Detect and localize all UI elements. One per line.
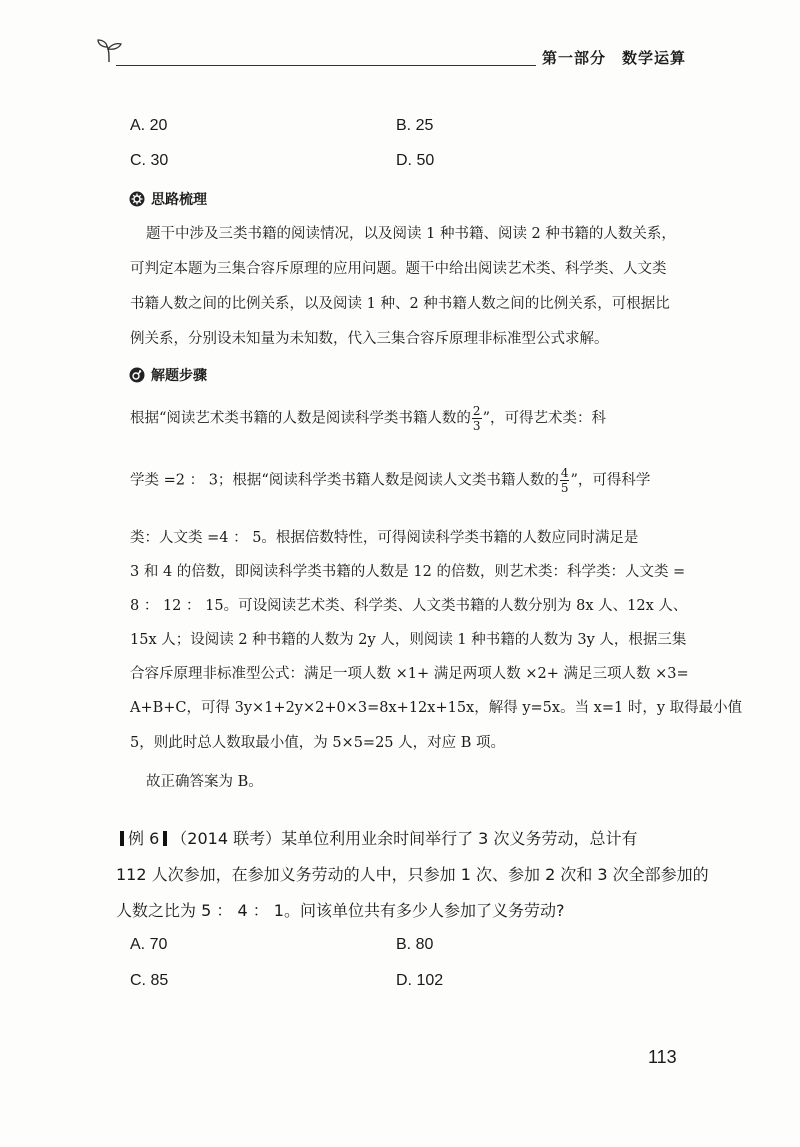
solution-line: 8 ： 12 ： 15。可设阅读艺术类、科学类、人文类书籍的人数分别为 8x 人、12x 人、: [130, 598, 688, 614]
solution-line: 15x 人；设阅读 2 种书籍的人数为 2y 人，则阅读 1 种书籍的人数为 3y 人，根据三集: [130, 632, 687, 648]
sprout-icon: [95, 38, 125, 64]
page-number: 113: [648, 1047, 677, 1067]
solution-line: A+B+C，可得 3y×1+2y×2+0×3=8x+12x+15x，解得 y=5x。当 x=1 时，y 取得最小值: [130, 700, 743, 716]
option-d: D. 50: [396, 152, 435, 169]
solution-text: 学类 =2 ： 3；根据“阅读科学类书籍人数是阅读人文类书籍人数的: [130, 472, 559, 489]
option-b: B. 25: [396, 117, 434, 134]
solution-line: 3 和 4 的倍数，即阅读科学类书籍的人数是 12 的倍数，则艺术类：科学类：人文类 =: [130, 564, 686, 580]
fraction-numerator: 4: [560, 466, 569, 480]
option-a: A. 20: [130, 117, 168, 134]
header-rule: [116, 65, 536, 66]
fraction-denominator: 3: [472, 419, 481, 433]
option-c: C. 30: [130, 152, 169, 169]
fraction-two-thirds: [472, 404, 482, 433]
approach-title: 思路梳理: [151, 192, 207, 208]
example-text: （2014 联考）某单位利用业余时间举行了 3 次义务劳动，总计有: [171, 829, 638, 848]
page-header: [0, 0, 800, 80]
approach-line: 书籍人数之间的比例关系，以及阅读 1 种、2 种书籍人数之间的比例关系，可根据比: [130, 296, 670, 312]
label-bar-left: [120, 831, 124, 846]
fraction-four-fifths: [560, 466, 570, 495]
header-title: 第一部分 数学运算: [542, 49, 687, 67]
fraction-denominator: 5: [560, 481, 569, 495]
example-label: 例 6: [128, 829, 160, 848]
approach-line: 题干中涉及三类书籍的阅读情况，以及阅读 1 种书籍、阅读 2 种书籍的人数关系，: [146, 226, 676, 242]
approach-line: 可判定本题为三集合容斥原理的应用问题。题干中给出阅读艺术类、科学类、人文类: [130, 261, 667, 277]
approach-line: 例关系，分别设未知量为未知数，代入三集合容斥原理非标准型公式求解。: [130, 331, 609, 347]
solution-text: ”，可得艺术类：科: [482, 410, 606, 427]
example-line-2: 112 人次参加，在参加义务劳动的人中，只参加 1 次、参加 2 次和 3 次全部参加的: [116, 865, 709, 884]
solution-heading: [129, 364, 207, 386]
example-option-a: A. 70: [130, 936, 168, 953]
example-option-b: B. 80: [396, 936, 434, 953]
example-option-c: C. 85: [130, 972, 169, 989]
solution-line: 5，则此时总人数取最小值，为 5×5=25 人，对应 B 项。: [130, 735, 506, 751]
example-option-d: D. 102: [396, 972, 444, 989]
solution-line: 类：人文类 =4 ： 5。根据倍数特性，可得阅读科学类书籍的人数应同时满足是: [130, 530, 639, 546]
approach-heading: [129, 188, 207, 210]
conclusion: 故正确答案为 B。: [146, 774, 263, 790]
example-line-1: [116, 826, 637, 849]
solution-text: 根据“阅读艺术类书籍的人数是阅读科学类书籍人数的: [130, 410, 471, 427]
solution-line-1: [130, 404, 606, 433]
label-bar-right: [163, 831, 167, 846]
example-line-3: 人数之比为 5 ： 4 ： 1。问该单位共有多少人参加了义务劳动?: [116, 901, 565, 920]
solution-line: 合容斥原理非标准型公式：满足一项人数 ×1+ 满足两项人数 ×2+ 满足三项人数 ×3=: [130, 666, 689, 682]
steps-icon: [129, 367, 145, 383]
gear-icon: [129, 191, 145, 207]
solution-line-2: [130, 466, 650, 495]
fraction-numerator: 2: [472, 404, 481, 418]
solution-title: 解题步骤: [151, 368, 207, 384]
solution-text: ”，可得科学: [570, 472, 651, 489]
